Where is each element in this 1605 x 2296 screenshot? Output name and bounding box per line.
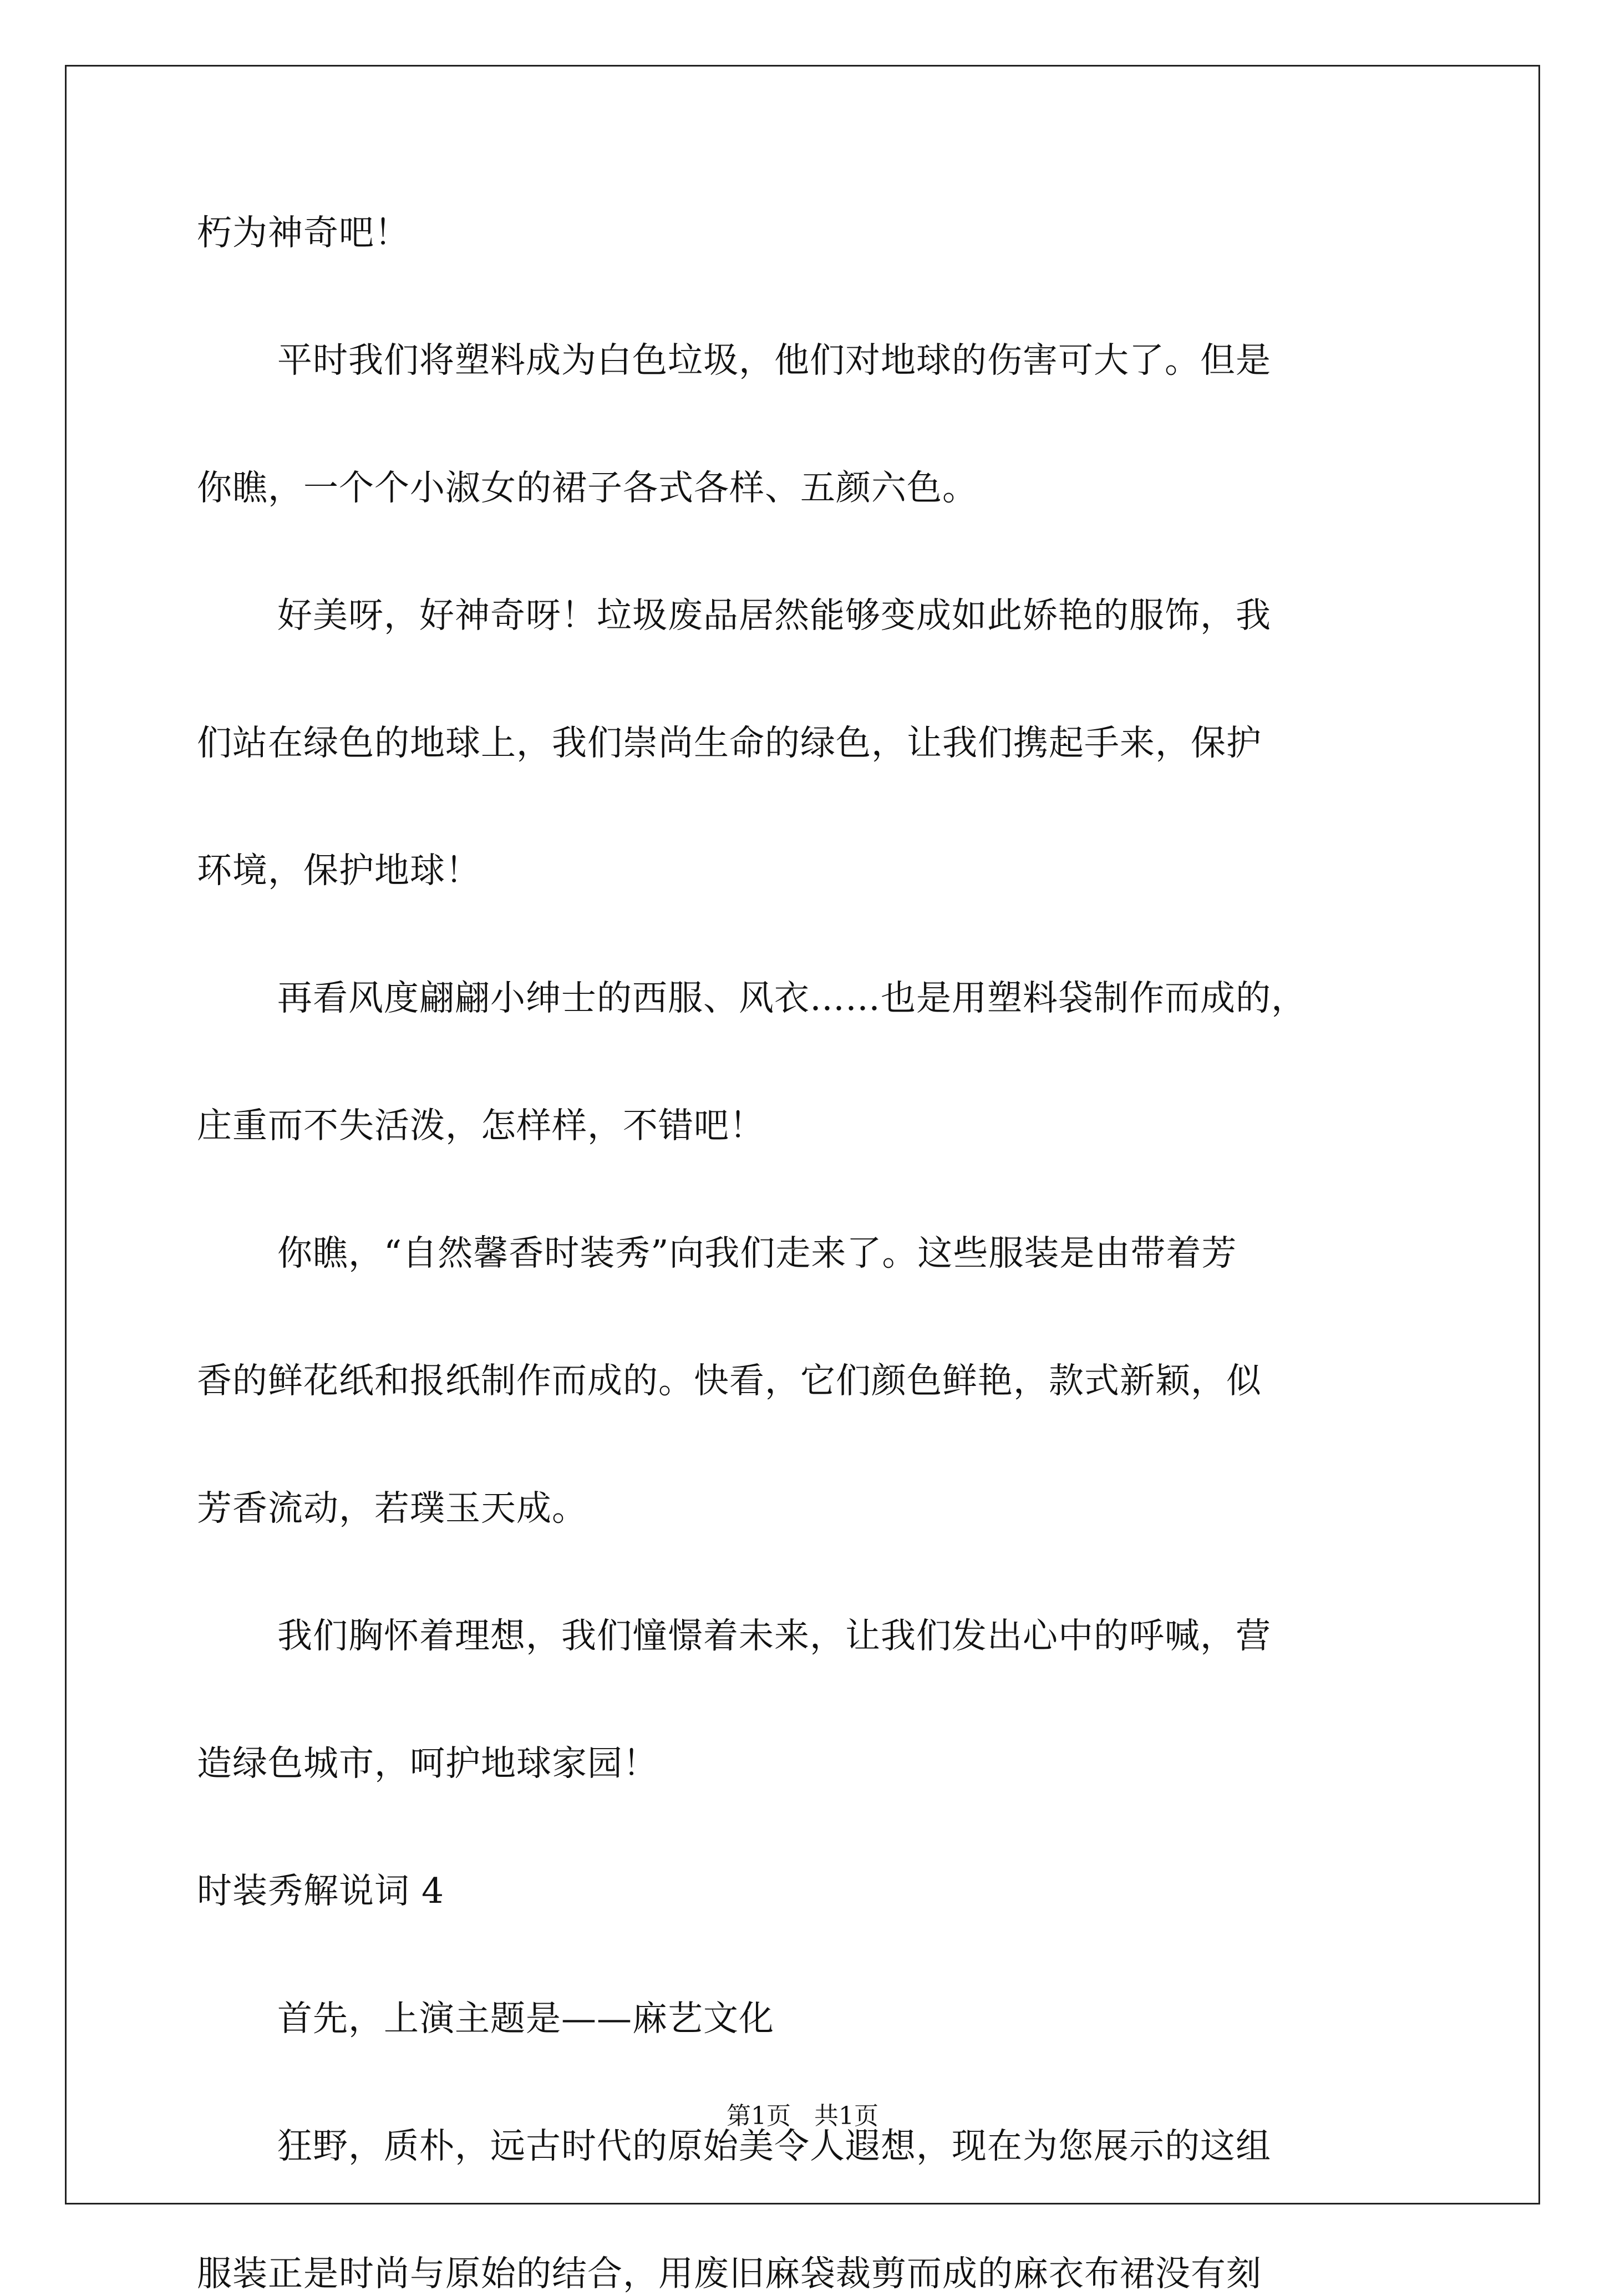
- text-line: 朽为神奇吧！: [197, 212, 410, 253]
- paragraph-first-line: 我们胸怀着理想，我们憧憬着未来，让我们发出心中的呼喊，营: [277, 1616, 1271, 1656]
- text-line: 服装正是时尚与原始的结合，用废旧麻袋裁剪而成的麻衣布裙没有刻: [197, 2253, 1262, 2294]
- paragraph-first-line: 你瞧，“自然馨香时装秀”向我们走来了。这些服装是由带着芳: [277, 1233, 1237, 1273]
- page-footer: 第1页 共1页: [727, 2102, 878, 2130]
- text-line: 们站在绿色的地球上，我们崇尚生命的绿色，让我们携起手来，保护: [197, 723, 1262, 763]
- text-line: 香的鲜花纸和报纸制作而成的。快看，它们颜色鲜艳，款式新颖，似: [197, 1360, 1262, 1401]
- paragraph-first-line: 再看风度翩翩小绅士的西服、风衣……也是用塑料袋制作而成的，: [277, 978, 1307, 1018]
- text-line: 你瞧，一个个小淑女的裙子各式各样、五颜六色。: [197, 468, 978, 508]
- text-line: 芳香流动，若璞玉天成。: [197, 1488, 587, 1528]
- paragraph-first-line: 首先，上演主题是——麻艺文化: [277, 1998, 774, 2039]
- paragraph-first-line: 狂野，质朴，远古时代的原始美令人遐想，现在为您展示的这组: [277, 2126, 1271, 2166]
- paragraph-first-line: 好美呀，好神奇呀！垃圾废品居然能够变成如此娇艳的服饰，我: [277, 595, 1271, 636]
- text-line: 造绿色城市，呵护地球家园！: [197, 1743, 658, 1784]
- text-line: 环境，保护地球！: [197, 850, 481, 891]
- paragraph-first-line: 平时我们将塑料成为白色垃圾，他们对地球的伤害可大了。但是: [277, 340, 1271, 380]
- section-heading: 时装秀解说词 4: [197, 1871, 445, 1911]
- text-line: 庄重而不失活泼，怎样样，不错吧！: [197, 1105, 765, 1146]
